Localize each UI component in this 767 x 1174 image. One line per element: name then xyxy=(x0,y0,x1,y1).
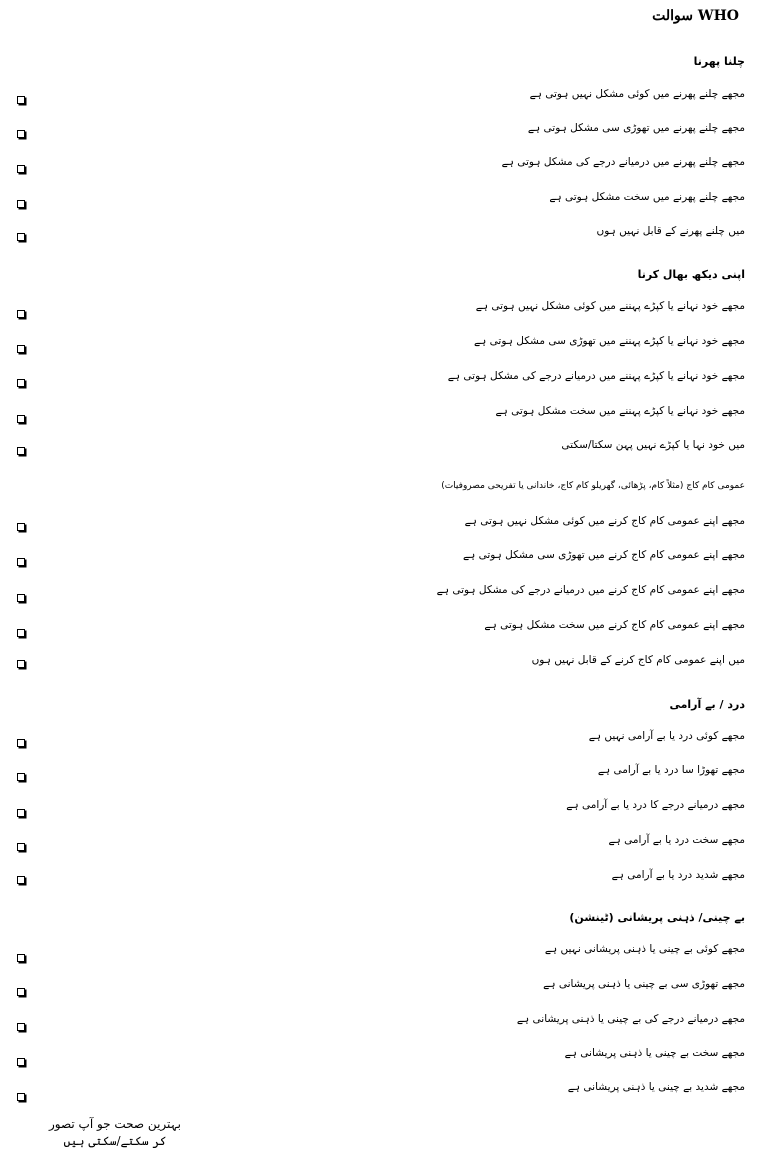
option-label: مجھے درمیانے درجے کا درد یا بے آرامی ہے xyxy=(566,799,745,811)
option-checkbox[interactable] xyxy=(17,233,25,241)
section-heading-pain: درد / بے آرامی xyxy=(669,698,745,711)
option-label: مجھے خود نہانے یا کپڑے پہننے میں سخت مشکل ہوتی ہے xyxy=(495,405,745,417)
option-checkbox[interactable] xyxy=(17,739,25,747)
option-checkbox[interactable] xyxy=(17,1093,25,1101)
option-label: مجھے سخت بے چینی یا ذہنی پریشانی ہے xyxy=(564,1047,745,1059)
option-checkbox[interactable] xyxy=(17,200,25,208)
option-checkbox[interactable] xyxy=(17,594,25,602)
option-label: مجھے اپنے عمومی کام کاج کرنے میں درمیانے درجے کی مشکل ہوتی ہے xyxy=(436,584,745,596)
section-heading-usual-activities: عمومی کام کاج (مثلاً کام، پڑھائی، گھریلو کام کاج، خاندانی یا تفریحی مصروفیات) xyxy=(441,481,745,491)
option-label: مجھے کوئی بے چینی یا ذہنی پریشانی نہیں ہے xyxy=(544,943,745,955)
section-heading-mobility: چلنا پھرنا xyxy=(693,55,745,68)
option-label: مجھے تھوڑی سی بے چینی یا ذہنی پریشانی ہے xyxy=(543,978,745,990)
option-checkbox[interactable] xyxy=(17,843,25,851)
best-health-line-2: کر سکتے/سکتی ہیں xyxy=(63,1134,167,1148)
option-checkbox[interactable] xyxy=(17,954,25,962)
option-checkbox[interactable] xyxy=(17,447,25,455)
option-label: مجھے شدید بے چینی یا ذہنی پریشانی ہے xyxy=(567,1081,745,1093)
option-checkbox[interactable] xyxy=(17,310,25,318)
option-checkbox[interactable] xyxy=(17,809,25,817)
option-label: مجھے اپنے عمومی کام کاج کرنے میں تھوڑی سی مشکل ہوتی ہے xyxy=(462,549,745,561)
option-label: مجھے خود نہانے یا کپڑے پہننے میں کوئی مشکل نہیں ہوتی ہے xyxy=(475,300,745,312)
option-checkbox[interactable] xyxy=(17,523,25,531)
option-label: مجھے خود نہانے یا کپڑے پہننے میں تھوڑی سی مشکل ہوتی ہے xyxy=(474,335,745,347)
option-label: مجھے سخت درد یا بے آرامی ہے xyxy=(608,834,745,846)
best-health-label xyxy=(40,1116,190,1150)
option-label: میں اپنے عمومی کام کاج کرنے کے قابل نہیں ہوں xyxy=(531,654,745,666)
option-label: مجھے اپنے عمومی کام کاج کرنے میں کوئی مشکل نہیں ہوتی ہے xyxy=(464,515,745,527)
option-checkbox[interactable] xyxy=(17,558,25,566)
option-checkbox[interactable] xyxy=(17,660,25,668)
option-label: مجھے خود نہانے یا کپڑے پہننے میں درمیانے درجے کی مشکل ہوتی ہے xyxy=(447,370,745,382)
option-checkbox[interactable] xyxy=(17,379,25,387)
option-label: مجھے چلنے پھرنے میں کوئی مشکل نہیں ہوتی ہے xyxy=(529,88,745,100)
option-checkbox[interactable] xyxy=(17,415,25,423)
option-label: میں چلنے پھرنے کے قابل نہیں ہوں xyxy=(596,225,745,237)
option-checkbox[interactable] xyxy=(17,1023,25,1031)
option-label: مجھے چلنے پھرنے میں تھوڑی سی مشکل ہوتی ہے xyxy=(527,122,745,134)
option-checkbox[interactable] xyxy=(17,165,25,173)
option-checkbox[interactable] xyxy=(17,876,25,884)
best-health-line-1: بہترین صحت جو آپ تصور xyxy=(48,1117,182,1131)
option-label: میں خود نہا یا کپڑے نہیں پہن سکتا/سکتی xyxy=(561,439,745,451)
page-title: WHO سوالت xyxy=(652,8,739,24)
option-checkbox[interactable] xyxy=(17,773,25,781)
option-checkbox[interactable] xyxy=(17,629,25,637)
option-label: مجھے تھوڑا سا درد یا بے آرامی ہے xyxy=(597,764,745,776)
option-checkbox[interactable] xyxy=(17,130,25,138)
option-checkbox[interactable] xyxy=(17,988,25,996)
option-label: مجھے چلنے پھرنے میں سخت مشکل ہوتی ہے xyxy=(549,191,745,203)
option-label: مجھے شدید درد یا بے آرامی ہے xyxy=(611,869,745,881)
option-checkbox[interactable] xyxy=(17,96,25,104)
option-checkbox[interactable] xyxy=(17,1058,25,1066)
option-label: مجھے کوئی درد یا بے آرامی نہیں ہے xyxy=(588,730,745,742)
option-label: مجھے چلنے پھرنے میں درمیانے درجے کی مشکل ہوتی ہے xyxy=(501,156,745,168)
option-label: مجھے درمیانے درجے کی بے چینی یا ذہنی پریشانی ہے xyxy=(516,1013,745,1025)
section-heading-self-care: اپنی دیکھ بھال کرنا xyxy=(637,268,745,281)
option-checkbox[interactable] xyxy=(17,345,25,353)
section-heading-anxiety: بے چینی/ ذہنی پریشانی (ٹینشن) xyxy=(569,911,745,924)
option-label: مجھے اپنے عمومی کام کاج کرنے میں سخت مشکل ہوتی ہے xyxy=(484,619,745,631)
